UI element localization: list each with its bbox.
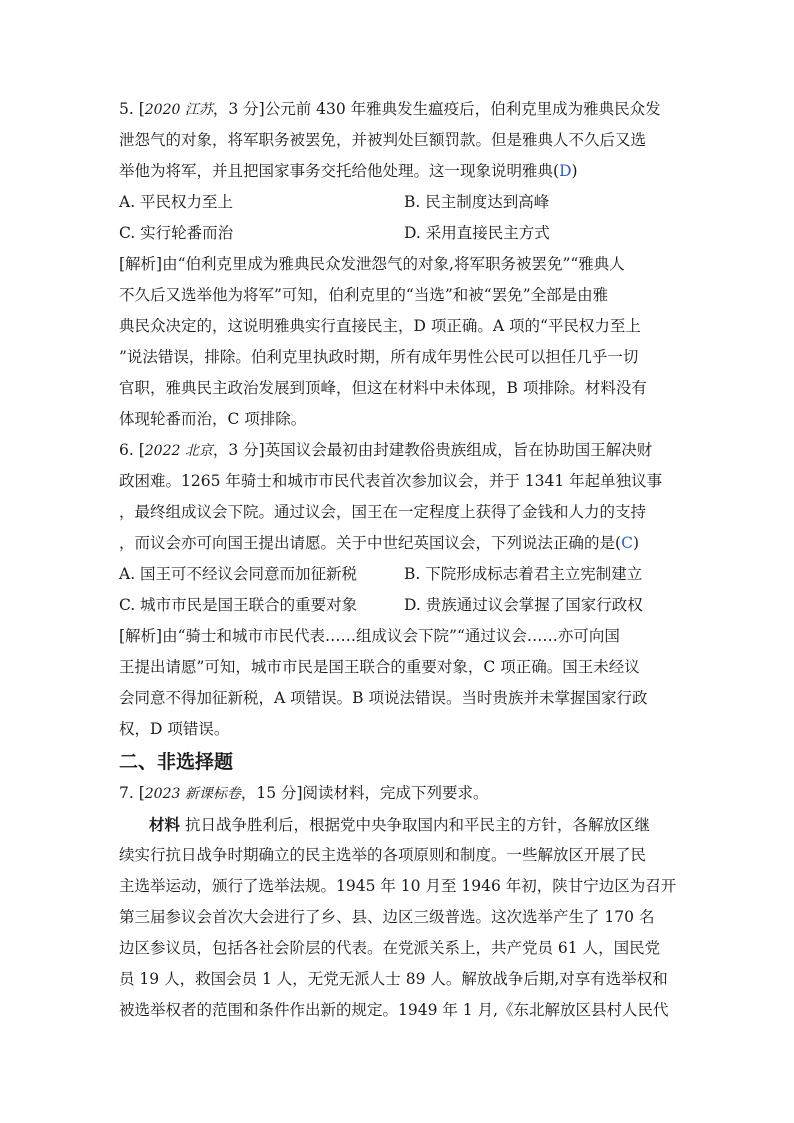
analysis-line: [解析]由“伯利克里成为雅典民众发泄怨气的对象,将军职务被罢免”“雅典人	[119, 255, 625, 273]
question-6-line: ，最终组成议会下院。通过议会，国王在一定程度上获得了金钱和人力的支持	[119, 503, 647, 521]
analysis-line: 官职，雅典民主政治发展到顶峰，但这在材料中未体现，B 项排除。材料没有	[119, 379, 647, 397]
question-7-header	[119, 778, 679, 809]
question-6-line	[119, 435, 679, 466]
question-text: )	[571, 162, 578, 180]
option-a: A. 平民权力至上	[119, 193, 234, 211]
question-number: 5. [	[119, 100, 145, 118]
material-text: 抗日战争胜利后，根据党中央争取国内和平民主的方针，各解放区继	[180, 816, 650, 834]
question-text: ，3 分]英国议会最初由封建教俗贵族组成，旨在协助国王解决财	[212, 441, 653, 459]
question-5-line	[119, 94, 679, 125]
question-7	[119, 778, 679, 1026]
material-line: 被选举权者的范围和条件作出新的规定。1949 年 1 月,《东北解放区县村人民代	[119, 1001, 669, 1019]
section-heading: 二、非选择题	[119, 751, 234, 773]
options-row	[119, 559, 679, 590]
question-text: )	[632, 534, 639, 552]
option-c: C. 实行轮番而治	[119, 224, 234, 242]
question-source: 2022 北京	[144, 443, 213, 459]
answer-letter: D	[559, 162, 572, 180]
question-text: ，3 分]公元前 430 年雅典发生瘟疫后，伯利克里成为雅典民众发	[212, 100, 661, 118]
analysis-line: 权，D 项错误。	[119, 720, 230, 738]
question-5-line: 泄怨气的对象，将军职务被罢免，并被判处巨额罚款。但是雅典人不久后又选	[119, 131, 647, 149]
option-b: B. 下院形成标志着君主立宪制建立	[404, 565, 643, 583]
option-a: A. 国王可不经议会同意而加征新税	[119, 565, 358, 583]
material-line: 续实行抗日战争时期确立的民主选举的各项原则和制度。一些解放区开展了民	[119, 846, 647, 864]
option-d: D. 采用直接民主方式	[404, 224, 550, 242]
analysis-line: 会同意不得加征新税，A 项错误。B 项说法错误。当时贵族并未掌握国家行政	[119, 689, 648, 707]
material-line: 边区参议员，包括各社会阶层的代表。在党派关系上，共产党员 61 人，国民党	[119, 939, 661, 957]
question-source: 2020 江苏	[144, 102, 213, 118]
option-c: C. 城市市民是国王联合的重要对象	[119, 596, 358, 614]
question-text: 举他为将军，并且把国家事务交托给他处理。这一现象说明雅典(	[119, 162, 560, 180]
analysis-line: 体现轮番而治，C 项排除。	[119, 410, 307, 428]
analysis-line: ”说法错误，排除。伯利克里执政时期，所有成年男性公民可以担任几乎一切	[119, 348, 639, 366]
question-text: ，15 分]阅读材料，完成下列要求。	[240, 784, 489, 802]
options-row	[119, 590, 679, 621]
question-source: 2023 新课标卷	[144, 786, 241, 802]
material-label: 材料	[149, 815, 181, 834]
material-line: 员 19 人，救国会员 1 人，无党无派人士 89 人。解放战争后期,对享有选举权和	[119, 970, 668, 988]
options-row	[119, 187, 679, 218]
question-6-line	[119, 528, 679, 559]
options-row	[119, 218, 679, 249]
material-line: 第三届参议会首次大会进行了乡、县、边区三级普选。这次选举产生了 170 名	[119, 908, 655, 926]
analysis-line: 典民众决定的，这说明雅典实行直接民主，D 项正确。A 项的“平民权力至上	[119, 317, 641, 335]
material-line	[119, 809, 679, 840]
option-b: B. 民主制度达到高峰	[404, 193, 550, 211]
question-text: ，而议会亦可向国王提出请愿。关于中世纪英国议会，下列说法正确的是(	[119, 534, 622, 552]
option-d: D. 贵族通过议会掌握了国家行政权	[404, 596, 643, 614]
question-number: 7. [	[119, 784, 145, 802]
analysis-line: 不久后又选举他为将军”可知，伯利克里的“当选”和被“罢免”全部是由雅	[119, 286, 609, 304]
question-5-line	[119, 156, 679, 187]
question-5	[119, 94, 679, 435]
analysis-line: 王提出请愿”可知，城市市民是国王联合的重要对象，C 项正确。国王未经议	[119, 658, 640, 676]
document-content	[119, 94, 679, 1026]
answer-letter: C	[621, 534, 633, 552]
analysis-line: [解析]由“骑士和城市市民代表……组成议会下院”“通过议会……亦可向国	[119, 627, 620, 645]
question-number: 6. [	[119, 441, 145, 459]
question-6	[119, 435, 679, 745]
question-6-line: 政困难。1265 年骑士和城市市民代表首次参加议会，并于 1341 年起单独议事	[119, 472, 663, 490]
material-line: 主选举运动，颁行了选举法规。1945 年 10 月至 1946 年初，陕甘宁边区为召开	[119, 877, 677, 895]
